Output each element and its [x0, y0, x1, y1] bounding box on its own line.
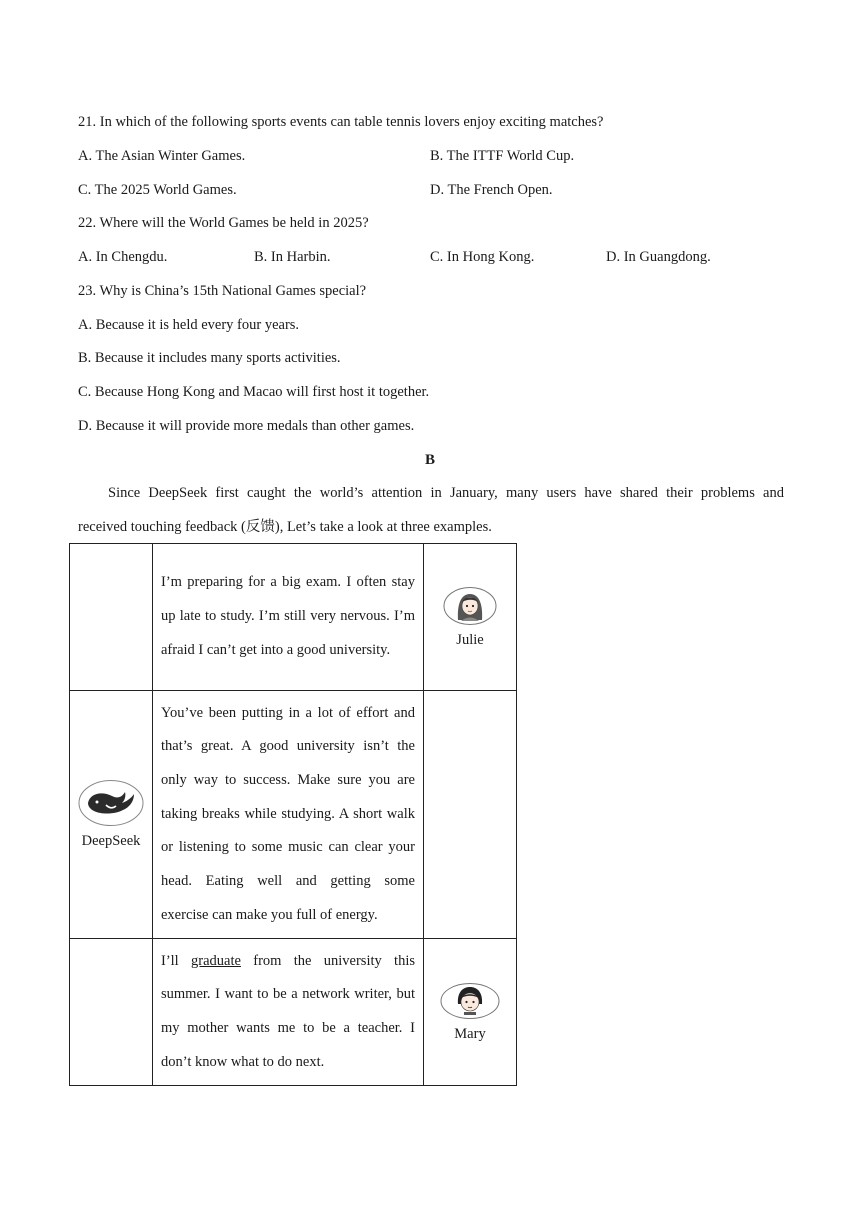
julie-message: I’m preparing for a big exam. I often stay up late to study. I’m still very nervous. I’m afraid I can’t get into a good university.	[161, 574, 415, 658]
question-23-stem: 23. Why is China’s 15th National Games special?	[78, 283, 367, 299]
question-22-option-a: A. In Chengdu.	[78, 249, 168, 265]
question-23-option-d: D. Because it will provide more medals than other games.	[78, 418, 415, 434]
question-21-option-a: A. The Asian Winter Games.	[78, 148, 246, 164]
question-21-stem: 21. In which of the following sports events can table tennis lovers enjoy exciting matches?	[78, 114, 604, 130]
mary-name: Mary	[454, 1025, 486, 1042]
deepseek-message-cell	[153, 691, 424, 939]
question-21-option-d: D. The French Open.	[430, 182, 553, 198]
empty-cell	[70, 544, 153, 691]
chat-row-julie	[70, 544, 517, 691]
mary-message-rest: from the university this summer. I want to be a network writer, but my mother wants me to be a teacher. I don’t know what to do next.	[161, 952, 416, 1070]
section-b-title: B	[424, 452, 435, 468]
question-22-stem: 22. Where will the World Games be held in 2025?	[78, 215, 369, 231]
question-23-option-a: A. Because it is held every four years.	[78, 317, 300, 333]
mary-message	[153, 941, 423, 1084]
empty-cell	[70, 939, 153, 1086]
chat-table	[69, 543, 517, 1086]
mary-message-cell	[153, 939, 424, 1086]
mary-identity-cell	[424, 939, 517, 1086]
julie-message-cell	[153, 544, 424, 691]
question-22-option-c: C. In Hong Kong.	[430, 249, 535, 265]
deepseek-identity-cell	[70, 691, 153, 939]
question-21-option-b: B. The ITTF World Cup.	[430, 148, 575, 164]
empty-cell	[424, 691, 517, 939]
whale-logo-icon	[78, 779, 144, 827]
section-b-intro	[78, 476, 784, 544]
deepseek-message: You’ve been putting in a lot of effort and that’s great. A good university isn’t the only way to success. Make sure you are taking breaks while studying. A short walk or listening to some music can clear your head. Eating well and getting some exercise can make you full of energy.	[161, 704, 415, 923]
question-22-option-d: D. In Guangdong.	[606, 249, 711, 265]
deepseek-name: DeepSeek	[81, 833, 141, 849]
julie-name: Julie	[456, 631, 484, 648]
girl-avatar-icon	[440, 982, 500, 1020]
mary-message-start: I’ll	[161, 952, 192, 969]
question-23-option-c: C. Because Hong Kong and Macao will first host it together.	[78, 384, 430, 400]
section-b-intro-line-2: received touching feedback (反馈), Let’s take a look at three examples.	[78, 519, 492, 535]
underlined-word: graduate	[191, 952, 241, 969]
question-23-option-b: B. Because it includes many sports activities.	[78, 350, 341, 366]
question-22-option-b: B. In Harbin.	[254, 249, 331, 265]
chat-row-mary	[70, 939, 517, 1086]
julie-identity-cell	[424, 544, 517, 691]
chat-row-deepseek	[70, 691, 517, 939]
question-21-option-c: C. The 2025 World Games.	[78, 182, 237, 198]
section-b-intro-line-1: Since DeepSeek first caught the world’s attention in January, many users have shared their problems and	[108, 485, 784, 501]
girl-avatar-icon	[443, 586, 497, 626]
